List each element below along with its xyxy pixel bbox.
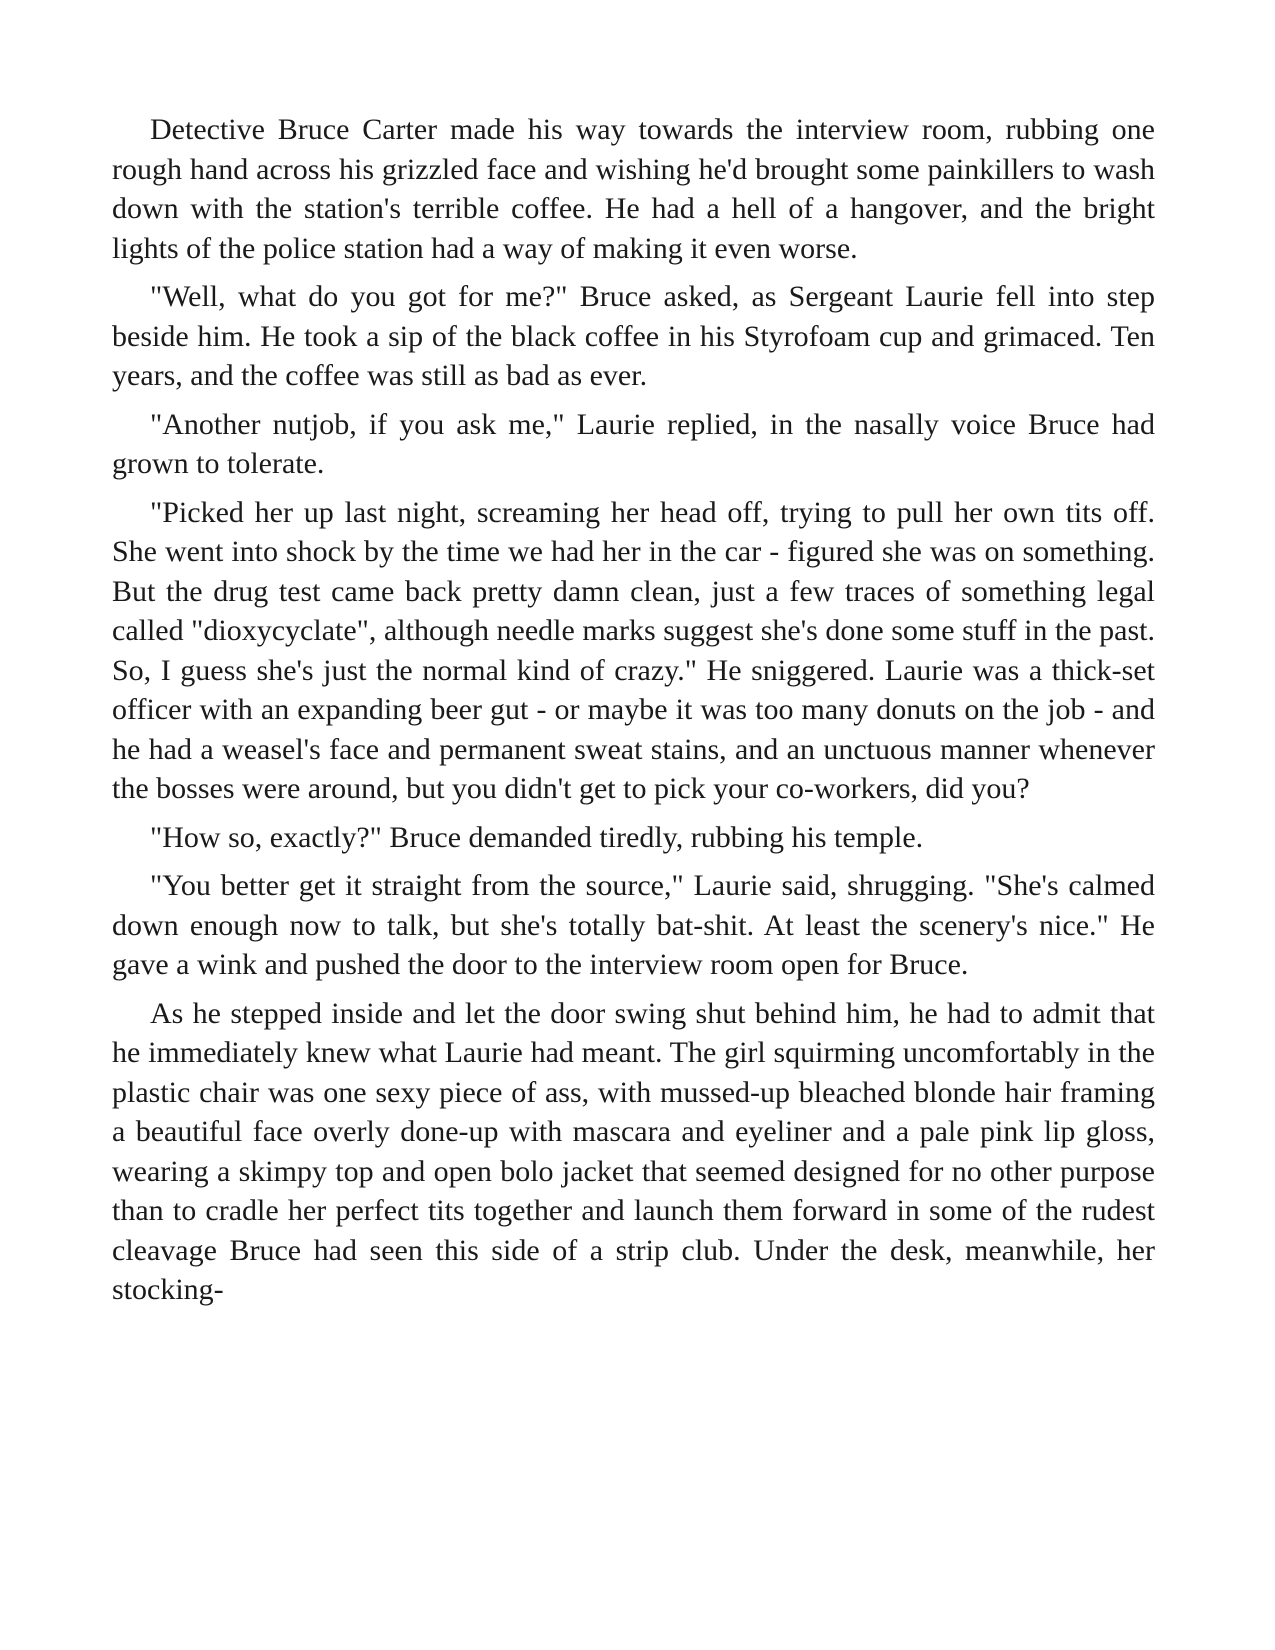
- paragraph-4: "Picked her up last night, screaming her head off, trying to pull her own tits off. She went into shock by the time we had her in the car - figured she was on something. But the drug test came back pretty damn clean, just a few traces of something legal called "dioxycyclate", although needle marks suggest she's done some stuff in the past. So, I guess she's just the normal kind of crazy." He sniggered. Laurie was a thick-set officer with an expanding beer gut - or maybe it was too many donuts on the job - and he had a weasel's face and permanent sweat stains, and an unctuous manner whenever the bosses were around, but you didn't get to pick your co-workers, did you?: [112, 495, 1155, 805]
- paragraph-2: "Well, what do you got for me?" Bruce asked, as Sergeant Laurie fell into step beside him. He took a sip of the black coffee in his Styrofoam cup and grimaced. Ten years, and the coffee was still as bad as ever.: [112, 280, 1155, 392]
- paragraph-6: "You better get it straight from the source," Laurie said, shrugging. "She's calmed down enough now to talk, but she's totally bat-shit. At least the scenery's nice." He gave a wink and pushed the door to the interview room open for Bruce.: [112, 869, 1155, 981]
- paragraph-5: "How so, exactly?" Bruce demanded tiredly, rubbing his temple.: [150, 820, 924, 854]
- paragraph-7: As he stepped inside and let the door swing shut behind him, he had to admit that he immediately knew what Laurie had meant. The girl squirming uncomfortably in the plastic chair was one sexy piece of ass, with mussed-up bleached blonde hair framing a beautiful face overly done-up with mascara and eyeliner and a pale pink lip gloss, wearing a skimpy top and open bolo jacket that seemed designed for no other purpose than to cradle her perfect tits together and launch them forward in some of the rudest cleavage Bruce had seen this side of a strip club. Under the desk, meanwhile, her stocking-: [112, 996, 1155, 1306]
- paragraph-1: Detective Bruce Carter made his way towards the interview room, rubbing one rough hand across his grizzled face and wishing he'd brought some painkillers to wash down with the station's terrible coffee. He had a hell of a hangover, and the bright lights of the police station had a way of making it even worse.: [112, 113, 1155, 265]
- document-page: [112, 110, 1155, 1319]
- paragraph-3: "Another nutjob, if you ask me," Laurie replied, in the nasally voice Bruce had grown to tolerate.: [112, 407, 1155, 480]
